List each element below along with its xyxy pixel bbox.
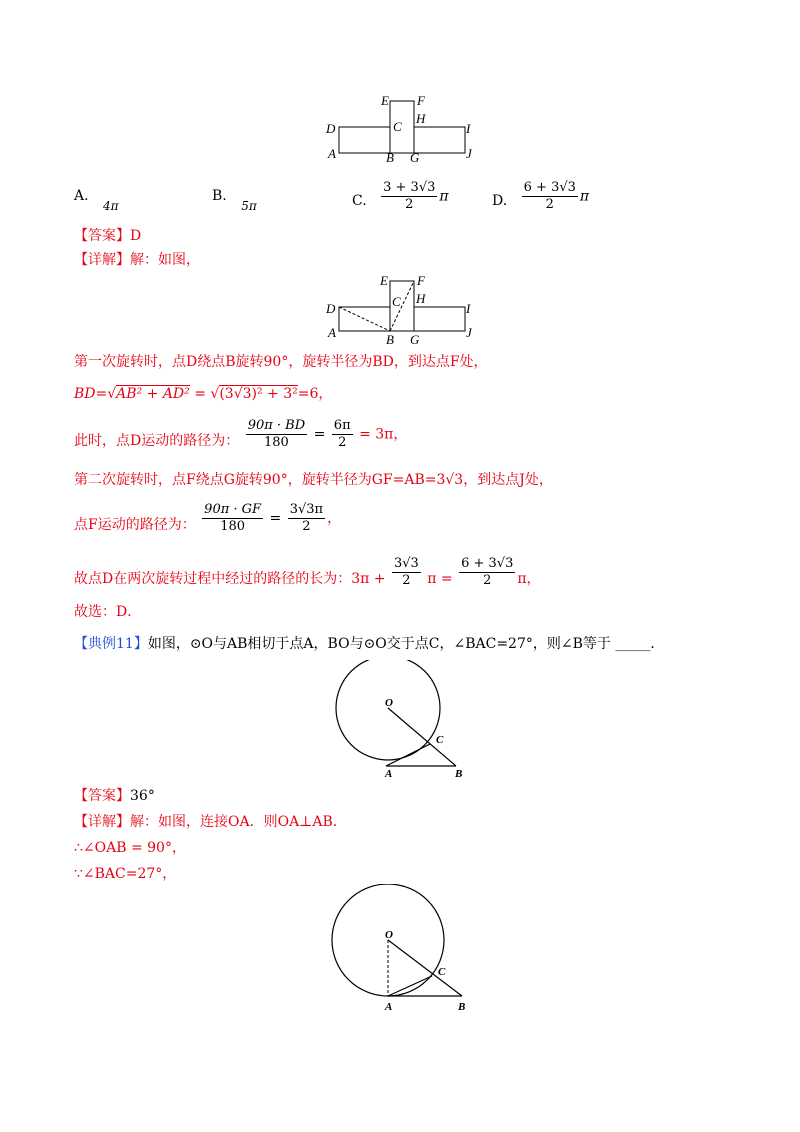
answer-2 bbox=[74, 786, 155, 806]
solution-line-3: 此时，点D运动的路径为： $\frac{90\pi \cdot BD}{180}$ = $\frac{6\pi}{2}$ = 3π， bbox=[74, 418, 408, 450]
frac-den-6: 2 bbox=[483, 573, 492, 588]
detail-2-tag: 【详解】 bbox=[74, 814, 130, 830]
label-g: G bbox=[410, 332, 420, 347]
sqrt-expr-1: AB² + AD² bbox=[116, 386, 190, 402]
path-f-end: ， bbox=[327, 510, 342, 527]
label-b: B bbox=[386, 332, 394, 347]
label-c: C bbox=[436, 734, 444, 746]
option-c-numerator: 3 + 3√3 bbox=[383, 180, 436, 195]
answer-2-value: 36° bbox=[130, 788, 155, 804]
answer-1-value: D bbox=[130, 228, 142, 244]
total-mid: π = bbox=[427, 570, 453, 587]
label-e: E bbox=[381, 93, 389, 108]
label-o: O bbox=[385, 929, 393, 941]
option-d-denominator: 2 bbox=[545, 197, 554, 212]
figure-rectangles-2 bbox=[320, 270, 490, 350]
figure-rectangles-1 bbox=[320, 92, 490, 164]
label-g: G bbox=[410, 150, 420, 164]
label-e: E bbox=[380, 273, 388, 288]
frac-num-4: 3√3π bbox=[289, 502, 324, 517]
path-d-result: = 3π， bbox=[359, 426, 408, 443]
frac-den-4: 2 bbox=[302, 519, 311, 534]
answer-2-tag: 【答案】 bbox=[74, 788, 130, 804]
detail-2-text: 解：如图，连接OA．则OA⊥AB． bbox=[130, 814, 347, 830]
label-o: O bbox=[385, 697, 393, 709]
bd-eq: BD= bbox=[74, 386, 108, 402]
detail-1-text: 解：如图， bbox=[130, 252, 200, 268]
label-f: F bbox=[417, 93, 425, 108]
total-path-label: 故点D在两次旋转过程中经过的路径的长为：3π + bbox=[74, 570, 386, 587]
frac-num-1: 90π · BD bbox=[247, 418, 306, 433]
detail-1-tag: 【详解】 bbox=[74, 252, 130, 268]
example-11-tag: 【典例11】 bbox=[74, 636, 148, 652]
label-i: I bbox=[466, 301, 471, 316]
option-c-denominator: 2 bbox=[405, 197, 414, 212]
solution-line-4: 第二次旋转时，点F绕点G旋转90°，旋转半径为GF=AB=3√3，到达点J处， bbox=[74, 472, 553, 488]
detail-2-line-2: ∴∠OAB = 90°， bbox=[74, 840, 186, 856]
total-end: π， bbox=[517, 570, 541, 587]
figure-circle-2 bbox=[330, 884, 480, 1014]
frac-den-1: 180 bbox=[264, 435, 289, 450]
answer-1-tag: 【答案】 bbox=[74, 228, 130, 244]
frac-num-5: 3√3 bbox=[393, 556, 419, 571]
example-11-text: 如图，⊙O与AB相切于点A，BO与⊙O交于点C，∠BAC=27°，则∠B等于 _____． bbox=[147, 636, 665, 652]
answer-1 bbox=[74, 226, 141, 246]
option-c-label: C. bbox=[352, 192, 367, 209]
option-c-pi: π bbox=[439, 188, 449, 205]
option-a bbox=[74, 186, 119, 213]
label-a: A bbox=[385, 768, 393, 780]
solution-line-6 bbox=[74, 556, 541, 589]
solution-line-1: 第一次旋转时，点D绕点B旋转90°，旋转半径为BD，到达点F处， bbox=[74, 354, 488, 370]
solution-line-2: BD=√AB² + AD² = √(3√3)² + 3²=6， bbox=[74, 386, 333, 402]
label-h: H bbox=[416, 291, 426, 306]
equals: = bbox=[194, 386, 206, 402]
option-b bbox=[212, 186, 257, 213]
frac-den-2: 2 bbox=[338, 435, 347, 450]
option-b-label: B. bbox=[212, 188, 227, 204]
label-i: I bbox=[466, 121, 471, 136]
frac-num-3: 90π · GF bbox=[204, 502, 262, 517]
option-a-value: 4π bbox=[103, 199, 119, 213]
label-b: B bbox=[455, 768, 463, 780]
label-a: A bbox=[328, 325, 336, 340]
label-a: A bbox=[328, 146, 336, 161]
option-d-label: D. bbox=[492, 192, 508, 209]
option-b-value: 5π bbox=[241, 199, 257, 213]
label-j: J bbox=[466, 325, 472, 340]
option-a-label: A. bbox=[74, 188, 89, 204]
option-c bbox=[352, 180, 449, 213]
label-b: B bbox=[386, 150, 394, 164]
option-d-numerator: 6 + 3√3 bbox=[523, 180, 576, 195]
frac-num-2: 6π bbox=[333, 418, 351, 433]
label-f: F bbox=[417, 273, 425, 288]
example-11 bbox=[74, 634, 664, 654]
frac-num-6: 6 + 3√3 bbox=[461, 556, 514, 571]
label-j: J bbox=[466, 146, 472, 161]
detail-2 bbox=[74, 812, 347, 832]
detail-2-line-3: ∵∠BAC=27°， bbox=[74, 866, 177, 882]
option-d-pi: π bbox=[579, 188, 590, 205]
label-d: D bbox=[326, 121, 336, 136]
label-c: C bbox=[438, 966, 446, 978]
frac-den-3: 180 bbox=[220, 519, 246, 534]
sqrt-expr-2: (3√3)² + 3² bbox=[219, 386, 298, 402]
label-h: H bbox=[416, 111, 426, 126]
label-d: D bbox=[326, 301, 336, 316]
bd-result: =6， bbox=[297, 386, 333, 402]
detail-1 bbox=[74, 250, 200, 270]
label-b: B bbox=[458, 1001, 466, 1013]
label-c: C bbox=[392, 294, 401, 309]
label-c: C bbox=[393, 119, 402, 134]
solution-line-7: 故选：D． bbox=[74, 604, 142, 620]
option-d bbox=[492, 180, 589, 213]
path-d-label: 此时，点D运动的路径为： bbox=[74, 432, 240, 449]
path-f-label: 点F运动的路径为： bbox=[74, 516, 196, 533]
label-a: A bbox=[385, 1001, 393, 1013]
figure-circle-1 bbox=[330, 660, 480, 782]
solution-line-5: 点F运动的路径为： $\frac{90\pi \cdot GF}{180}$ = $\frac{3√3\pi}{2}$ ， bbox=[74, 502, 342, 534]
frac-den-5: 2 bbox=[402, 573, 411, 588]
